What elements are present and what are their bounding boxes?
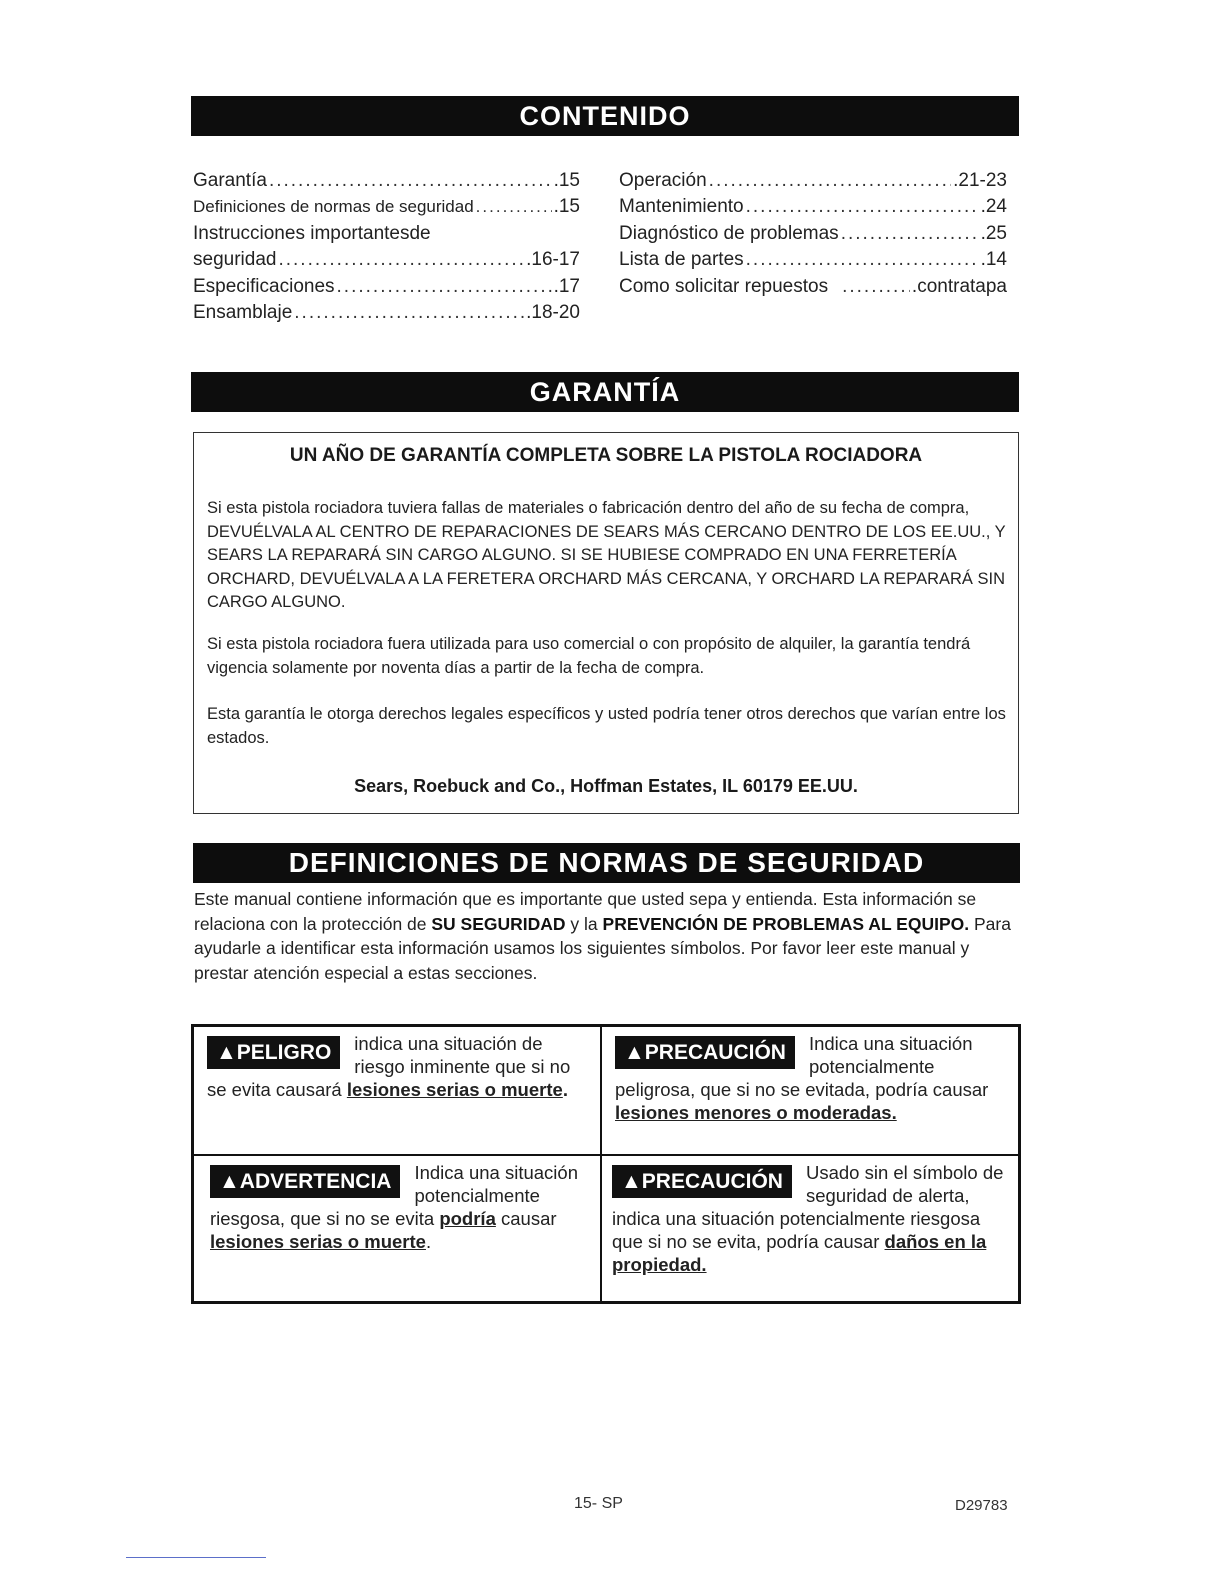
warranty-box — [193, 432, 1019, 814]
toc-label: Garantía — [193, 170, 267, 191]
toc-label: Especificaciones — [193, 275, 335, 297]
precaucion-definition: ▲PRECAUCIÓN Indica una situación potencialmente peligrosa, que si no se evitada, podría causar lesiones menores o moderadas. — [615, 1033, 989, 1123]
toc-row — [193, 274, 580, 300]
toc-page: .16-17 — [526, 249, 580, 271]
toc-row — [193, 168, 580, 194]
toc-label: Operación — [619, 170, 707, 191]
toc-row — [193, 300, 580, 326]
toc-label: Ensamblaje — [193, 302, 293, 324]
toc-page: .14 — [980, 249, 1007, 271]
peligro-definition: ▲PELIGRO indica una situación de riesgo inminente que si no se evita causará lesiones serias o muerte. — [207, 1033, 571, 1100]
toc-row — [619, 168, 1007, 194]
toc-row: Instrucciones importantesde — [193, 222, 431, 244]
safety-symbol-table — [191, 1024, 1021, 1304]
precaucion-property-definition: ▲PRECAUCIÓN Usado sin el símbolo de seguridad de alerta, indica una situación potencialmente riesgosa que si no se evita, podría causar daños en la propiedad. — [612, 1162, 1004, 1275]
toc-label: seguridad — [193, 249, 277, 271]
page-number: 15- SP — [574, 1495, 623, 1512]
toc-label: Definiciones de normas de seguridad — [193, 197, 474, 217]
toc-right-column — [619, 168, 1007, 300]
garantia-banner: GARANTÍA — [191, 372, 1019, 412]
warranty-paragraph: Si esta pistola rociadora tuviera fallas de materiales o fabricación dentro del año de su fecha de compra, DEVUÉLVALA AL CENTRO DE REPARACIONES DE SEARS MÁS CERCANO DENTRO DE LOS EE.UU., Y SEARS LA REPARARÁ SIN CARGO ALGUNO. SI SE HUBIESE COMPRADO EN UNA FERRETERÍA ORCHARD, DEVUÉLVALA A LA FERETERA ORCHARD MÁS CERCANA, Y ORCHARD LA REPARARÁ SIN CARGO ALGUNO. — [207, 499, 1006, 611]
definiciones-banner: DEFINICIONES DE NORMAS DE SEGURIDAD — [193, 843, 1020, 883]
warranty-heading: UN AÑO DE GARANTÍA COMPLETA SOBRE LA PISTOLA ROCIADORA — [289, 445, 923, 466]
divider — [600, 1027, 602, 1301]
toc-page: .25 — [980, 222, 1007, 244]
toc-row — [619, 274, 1007, 300]
toc-row — [619, 221, 1007, 247]
toc-left-column — [193, 168, 580, 326]
warranty-paragraph: Esta garantía le otorga derechos legales específicos y usted podría tener otros derechos que varían entre los estados. — [207, 705, 1006, 747]
toc-page: .contratapa — [911, 275, 1007, 297]
emphasis-text: SU SEGURIDAD — [431, 913, 566, 934]
advertencia-definition: ▲ADVERTENCIA Indica una situación potencialmente riesgosa, que si no se evita podría causar lesiones serias o muerte. — [210, 1162, 578, 1252]
edge-mark — [126, 1557, 266, 1558]
toc-row — [619, 194, 1007, 220]
warranty-address: Sears, Roebuck and Co., Hoffman Estates, IL 60179 EE.UU. — [354, 776, 858, 796]
toc-label: Diagnóstico de problemas — [619, 222, 839, 244]
warranty-paragraph: Si esta pistola rociadora fuera utilizada para uso comercial o con propósito de alquiler, la garantía tendrá vigencia solamente por noventa días a partir de la fecha de compra. — [207, 635, 971, 677]
precaucion-badge: ▲PRECAUCIÓN — [612, 1165, 792, 1198]
toc-page: .21-23 — [953, 170, 1007, 191]
toc-page: .24 — [980, 196, 1007, 218]
toc-row — [193, 194, 580, 220]
toc-label: Mantenimiento — [619, 196, 744, 218]
toc-row — [193, 247, 580, 273]
document-code: D29783 — [955, 1497, 1008, 1514]
divider — [194, 1154, 1018, 1156]
toc-label: Como solicitar repuestos — [619, 275, 829, 297]
definitions-intro: Este manual contiene información que es importante que usted sepa y entienda. Esta información se relaciona con la protección de SU SEGURIDAD y la PREVENCIÓN DE PROBLEMAS AL EQUIPO. Para ayudarle a identificar esta información usamos los siguientes símbolos. Por favor leer este manual y prestar atención especial a estas secciones. — [194, 889, 1011, 983]
emphasis-text: PREVENCIÓN DE PROBLEMAS AL EQUIPO. — [602, 913, 970, 934]
advertencia-badge: ▲ADVERTENCIA — [210, 1165, 400, 1198]
toc-page: .18-20 — [526, 302, 580, 324]
peligro-badge: ▲PELIGRO — [207, 1036, 340, 1069]
toc-label: Lista de partes — [619, 249, 744, 271]
contenido-banner: CONTENIDO — [191, 96, 1019, 136]
toc-page: .17 — [553, 275, 580, 297]
precaucion-badge: ▲PRECAUCIÓN — [615, 1036, 795, 1069]
toc-page: .15 — [553, 170, 580, 191]
toc-page: .15 — [553, 196, 580, 218]
toc-row — [619, 247, 1007, 273]
